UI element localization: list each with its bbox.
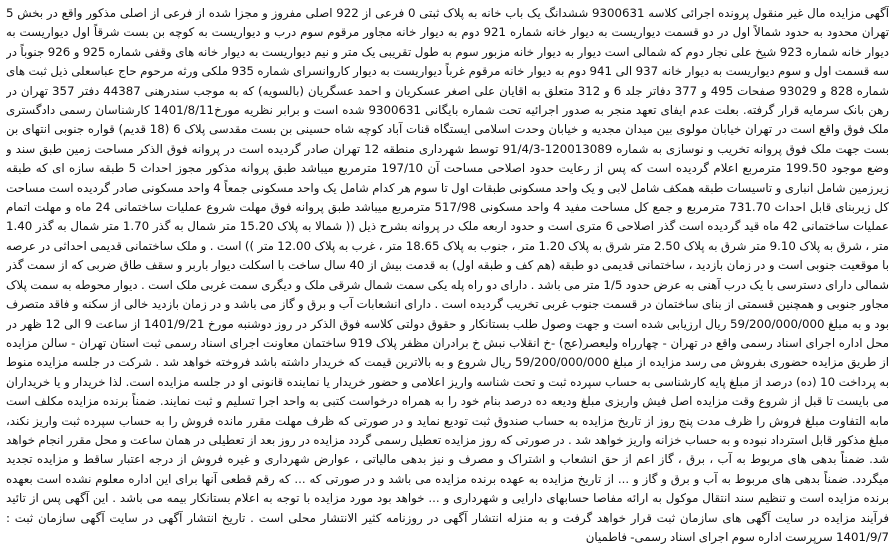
notice-footer: تاریخ انتشار آگهی در سایت آگهی سازمان ثبت : 1401/9/7 سرپرست اداره سوم اجرای اسناد رسمی- فاطمیان <box>6 510 889 544</box>
auction-notice <box>6 4 889 549</box>
notice-body-text <box>6 4 889 547</box>
notice-body: آگهی مزایده مال غیر منقول پرونده اجرائی کلاسه 9300631 ششدانگ یک باب خانه به پلاک ثبتی 0 فرعی از 922 اصلی مفروز و مجزا شده از فرعی از اصلی مذکور واقع در بخش 5 تهران محدود به حدود شمالاً اول در دو قسمت دیواریست به دیوار خانه شماره 921 دوم به دیوار خانه مجاور مرقوم سوم درب و دیواریست به کوچه بن بست شرقاً اول دیواریست به دیوار خانه شماره 923 شیخ علی نجار دوم که شمالی است دیوار به دیوار خانه مزبور سوم به طول تقریبی یک متر و نیم دیواریست به دیوار خانه های وقفی شماره 925 و 926 جنوباً در سه قسمت اول و سوم دیواریست به دیوار خانه 937 الی 941 دوم به دیوار خانه مرقوم غرباً دیواریست به دیوار کاروانسرای شماره 935 ملکی ورثه مرحوم حاج عباسعلی ذیل ثبت های شماره 828 و 93029 صفحات 495 و 377 دفاتر جلد 6 و 312 متعلق به اقایان علی اصغر عسکریان و احمد عسگریان (بالسویه) که به موجب سندرهنی 44387 دفتر 357 تهران در رهن بانک سرمایه قرار گرفته. بعلت عدم ایفای تعهد منجر به صدور اجرائیه تحت شماره بایگانی 9300631 شده است و برابر نظریه مورخ1401/8/11 کارشناسان رسمی دادگستری ملک فوق واقع است در تهران خیابان مولوی بین میدان مجدیه و خیابان وحدت اسلامی ایستگاه قنات آباد کوچه شاه حسینی بن بست مقدسی پلاک 6 (18 قدیم) قواره جنوبی انتهای بن بست جهت ملک فوق پروانه تخریب و نوسازی به شماره 120013089-91/4/3 توسط شهرداری منطقه 12 تهران صادر گردیده است در پروانه فوق الذکر مساحت زمین طبق سند و وضع موجود 199.50 مترمربع اعلام گردیده است که پس از رعایت حدود اصلاحی مساحت آن 197/10 مترمربع میباشد طبق پروانه مذکور مجوز احداث 5 طبقه سازه ای که طبقه زیرزمین شامل انباری و تاسیسات طبقه همکف شامل لابی و یک واحد مسکونی طبقات اول تا سوم هر کدام شامل یک واحد مسکونی جمعاً 4 واحد مسکونی صادر گردیده است مساحت کل زیربنای قابل احداث 731.70 مترمربع و جمع کل مساحت مفید 4 واحد مسکونی 517/98 مترمربع میباشد طبق پروانه فوق مهلت شروع عملیات ساختمانی 24 ماه و مهلت اتمام عملیات ساختمانی 42 ماه قید گردیده است گذر اصلاحی 6 متری است و حدود اربعه ملک در پروانه بشرح ذیل (( شمالا به پلاک 15.20 متر شمال به گذر 1.70 متر شمال به گذر 1.40 متر ، شرق به پلاک 9.10 متر شرق به پلاک 2.50 متر شرق به پلاک 1.20 متر ، جنوب به پلاک 18.65 متر ، غرب به پلاک 12.00 متر )) است . و ملک ساختمانی قدیمی احداثی در عرصه با موقعیت جنوبی است و در زمان بازدید ، ساختمانی قدیمی دو طبقه (هم کف و طبقه اول) به قدمت بیش از 40 سال ساخت با اسکلت دیوار باربر و سقف طاق ضربی که از سمت گذر شمالی دارای دسترسی با یک درب آهنی به عرض حدود 1/5 متر می باشد . دارای دو راه پله یکی سمت شمال شرقی ملک و دیگری سمت غربی ملک است . دیوار محوطه به سمت پلاک مجاور جنوبی و همچنین قسمتی از بنای ساختمان در قسمت جنوب غربی تخریب گردیده است . دارای انشعابات آب و برق و گاز می باشد و در زمان بازدید خالی از سکنه و فاقد متصرف بود و به مبلغ 59/200/000/000 ریال ارزیابی شده است و جهت وصول طلب بستانکار و حقوق دولتی کلاسه فوق الذکر در روز دوشنبه مورخ 1401/9/21 از ساعت 9 الی 12 ظهر در محل اداره اجرای اسناد رسمی واقع در تهران - چهارراه ولیعصر(عج) -خ انقلاب نبش خ برادران مظفر پلاک 919 ساختمان معاونت اجرای اسناد رسمی ثبت استان تهران - سالن مزایده از طریق مزایده حضوری بفروش می رسد مزایده از مبلغ 59/200/000/000 ریال شروع و به بالاترین قیمت که خریدار داشته باشد فروخته خواهد شد . شرکت در جلسه مزایده منوط به پرداخت 10 (ده) درصد از مبلغ پایه کارشناسی به حساب سپرده ثبت و تحت شناسه واریز اعلامی و حضور خریدار یا نماینده قانونی او در جلسه مزایده است. لذا خریدار و یا خریداران می بایست تا قبل از شروع وقت مزایده اصل فیش واریزی مبلغ ودیعه ده درصد بنام خود را به همراه درخواست کتبی به واحد اجرا تسلیم و ثبت نمایند. ضمناً برنده مزایده مکلف است مابه التفاوت مبلغ فروش را ظرف مدت پنج روز از تاریخ مزایده به حساب صندوق ثبت تودیع نماید و در صورتی که ظرف مهلت مقرر مانده فروش را به حساب سپرده ثبت واریز نکند، مبلغ مذکور قابل استرداد نبوده و به حساب خزانه واریز خواهد شد . در صورتی که روز مزایده تعطیل رسمی گردد مزایده در روز بعد از تعطیلی در همان ساعت و محل مقرر انجام خواهد شد. ضمناً بدهی های مربوط به آب ، برق ، گاز اعم از حق انشعاب و اشتراک و مصرف و نیز بدهی مالیاتی ، عوارض شهرداری و غیره فروش از درجه اعتبار ساقط و مزایده تجدید میگردد. ضمناً بدهی های مربوط به آب و برق و گاز و ... از تاریخ مزایده به عهده برنده مزایده می باشد و در صورتی که ... که رقم قطعی آنها برای این اداره معلوم نشده است بعهده برنده مزایده است و تنظیم سند انتقال موکول به ارائه مفاصا حسابهای دارایی و شهرداری و ... خواهد بود مورد مزایده با توجه به اعلام بستانکار بیمه می باشد . این آگهی پس از تائید فرآیند مزایده در سایت آگهی های سازمان ثبت قرار خواهد گرفت و به منزله انتشار آگهی در روزنامه کثیر الانتشار محلی است . <box>6 6 889 525</box>
